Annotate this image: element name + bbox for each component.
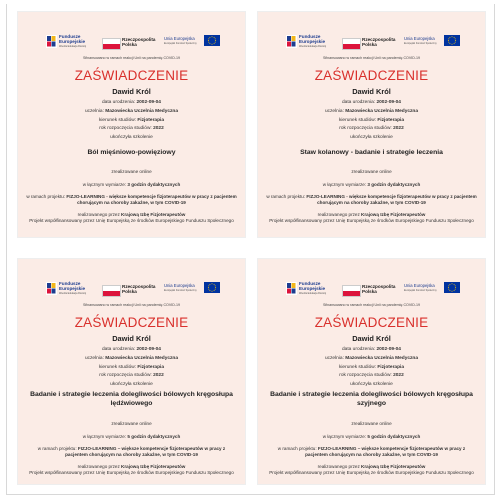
fundusze-europejskie-icon	[286, 35, 297, 48]
ue-line1: Unia Europejska	[164, 283, 195, 288]
course-details	[26, 169, 237, 224]
ue-subtitle: Europejski Fundusz Społeczny	[164, 289, 197, 292]
field-line: kierunek studiów: Fizjoterapia	[338, 117, 405, 123]
cofinancing-line: Projekt współfinansowany przez Unię Europejską ze środków Europejskiego Funduszu Społecznego	[29, 217, 234, 223]
logo-bar	[286, 281, 458, 297]
project-line: w ramach projektu: FIZJO-LEARNING – większe kompetencje fizjoterapeutów w pracy z pacjentem chorującym na choroby zakaźne, w tym COVID-19	[37, 446, 226, 457]
completed-line: ukończyła szkolenie	[350, 382, 393, 388]
polish-flag-icon	[102, 285, 121, 297]
online-line: zrealizowane online	[111, 421, 152, 426]
start-year-line: rok rozpoczęcia studiów: 2022	[99, 126, 164, 132]
certificate-title: ZAŚWIADCZENIE	[74, 315, 189, 330]
realized-line: realizowanego przez Krajową Izbę Fizjoterapeutów	[77, 464, 186, 470]
field-value: Fizjoterapia	[377, 117, 405, 123]
fe-subtitle: Wiedza Edukacja Rozwój	[59, 45, 86, 48]
fe-line1: Fundusze	[59, 34, 81, 39]
certificate-title: ZAŚWIADCZENIE	[314, 68, 429, 83]
fundusze-europejskie-icon	[286, 282, 297, 295]
fundusze-europejskie-logo	[46, 281, 94, 297]
realized-value: Krajową Izbę Fizjoterapeutów	[121, 464, 186, 470]
course-details	[266, 421, 477, 476]
polish-flag-icon	[342, 285, 361, 297]
completed-line: ukończyła szkolenie	[350, 135, 393, 141]
realized-line: realizowanego przez Krajową Izbę Fizjoterapeutów	[317, 464, 426, 470]
covid-funding-note: Sfinansowano w ramach reakcji Unii na pandemię COVID-19	[82, 56, 181, 60]
ue-line1: Unia Europejska	[164, 36, 195, 41]
logo-bar	[46, 34, 218, 50]
dob-line: data urodzenia: 2002-09-04	[102, 347, 161, 352]
fe-line1: Fundusze	[299, 34, 321, 39]
field-line: kierunek studiów: Fizjoterapia	[338, 364, 405, 370]
fe-subtitle: Wiedza Edukacja Rozwój	[59, 292, 86, 295]
project-line: w ramach projektu: FIZJO-LEARNING – większe kompetencje fizjoterapeutów w pracy z pacjentem chorującym na choroby zakaźne, w tym COVID-19	[277, 446, 466, 457]
university-value: Mazowiecka Uczelnia Medyczna	[345, 355, 419, 361]
field-value: Fizjoterapia	[137, 364, 165, 370]
eu-flag-icon	[444, 35, 460, 46]
start-year-value: 2022	[393, 126, 404, 132]
hours-line: w łącznym wymiarze: 5 godzin dydaktycznych	[82, 433, 181, 439]
recipient-name: Dawid Król	[352, 334, 391, 343]
start-year-line: rok rozpoczęcia studiów: 2022	[339, 126, 404, 132]
start-year-line: rok rozpoczęcia studiów: 2022	[339, 373, 404, 379]
hours-value: 5 godzin dydaktycznych	[127, 433, 181, 439]
polish-flag-icon	[342, 38, 361, 50]
cofinancing-line: Projekt współfinansowany przez Unię Europejską ze środków Europejskiego Funduszu Społecznego	[269, 469, 474, 475]
course-title: Badanie i strategie leczenia dolegliwości bólowych kręgosłupa szyjnego	[270, 391, 473, 407]
rp-line1: Rzeczpospolita	[122, 37, 156, 42]
completed-line: ukończyła szkolenie	[110, 135, 153, 141]
rp-line2: Polska	[362, 289, 377, 294]
recipient-details	[18, 346, 245, 390]
rp-line1: Rzeczpospolita	[122, 284, 156, 289]
ue-subtitle: Europejski Fundusz Społeczny	[404, 42, 437, 45]
project-value: FIZJO-LEARNING - większe kompetencje fizjoterapeutów w pracy z pacjentem chorującym na choroby zakaźne, w tym COVID-19	[306, 194, 477, 205]
hours-value: 3 godzin dydaktycznych	[367, 181, 421, 187]
dob-value: 2002-09-04	[136, 347, 161, 352]
certificate-4	[258, 259, 485, 484]
cofinancing-line: Projekt współfinansowany przez Unię Europejską ze środków Europejskiego Funduszu Społecznego	[269, 217, 474, 223]
course-title: Staw kolanowy - badanie i strategie leczenia	[300, 149, 443, 156]
certificate-1	[18, 12, 245, 237]
dob-line: data urodzenia: 2002-09-04	[342, 100, 401, 105]
hours-value: 3 godzin dydaktycznych	[127, 181, 181, 187]
eu-flag-icon	[444, 282, 460, 293]
rzeczpospolita-polska-logo	[102, 35, 162, 49]
fundusze-europejskie-logo	[46, 34, 94, 50]
dob-value: 2002-09-04	[376, 100, 401, 105]
covid-funding-note: Sfinansowano w ramach reakcji Unii na pandemię COVID-19	[322, 56, 421, 60]
rp-line1: Rzeczpospolita	[362, 284, 396, 289]
dob-line: data urodzenia: 2002-09-04	[342, 347, 401, 352]
fe-line2: Europejskie	[59, 39, 86, 44]
fe-line2: Europejskie	[299, 39, 326, 44]
recipient-name: Dawid Król	[112, 334, 151, 343]
field-value: Fizjoterapia	[137, 117, 165, 123]
logo-bar	[286, 34, 458, 50]
realized-value: Krajową Izbę Fizjoterapeutów	[361, 464, 426, 470]
recipient-name: Dawid Król	[112, 87, 151, 96]
hours-line: w łącznym wymiarze: 3 godzin dydaktycznych	[322, 181, 421, 187]
start-year-value: 2022	[393, 373, 404, 379]
certificate-title: ZAŚWIADCZENIE	[314, 315, 429, 330]
hours-line: w łącznym wymiarze: 3 godzin dydaktycznych	[82, 181, 181, 187]
university-value: Mazowiecka Uczelnia Medyczna	[105, 355, 179, 361]
dob-value: 2002-09-04	[136, 100, 161, 105]
course-title: Badanie i strategie leczenia dolegliwości bólowych kręgosłupa lędźwiowego	[30, 391, 233, 407]
university-line: uczelnia: Mazowiecka Uczelnia Medyczna	[324, 355, 419, 361]
fundusze-europejskie-icon	[46, 35, 57, 48]
dob-line: data urodzenia: 2002-09-04	[102, 100, 161, 105]
certificate-2	[258, 12, 485, 237]
project-value: FIZJO-LEARNING – większe kompetencje fizjoterapeutów w pracy z pacjentem chorującym na choroby zakaźne, w tym COVID-19	[65, 446, 226, 457]
recipient-details	[258, 346, 485, 390]
realized-value: Krajową Izbę Fizjoterapeutów	[361, 212, 426, 218]
covid-funding-note: Sfinansowano w ramach reakcji Unii na pandemię COVID-19	[322, 303, 421, 307]
fe-line1: Fundusze	[59, 281, 81, 286]
fe-line1: Fundusze	[299, 281, 321, 286]
unia-europejska-logo	[164, 34, 220, 50]
eu-flag-icon	[204, 35, 220, 46]
ue-subtitle: Europejski Fundusz Społeczny	[164, 42, 197, 45]
realized-line: realizowanego przez Krajową Izbę Fizjoterapeutów	[317, 212, 426, 218]
unia-europejska-logo	[404, 34, 460, 50]
fe-line2: Europejskie	[299, 286, 326, 291]
logo-bar	[46, 281, 218, 297]
fe-subtitle: Wiedza Edukacja Rozwój	[299, 292, 326, 295]
online-line: zrealizowane online	[351, 421, 392, 426]
recipient-details	[258, 99, 485, 143]
online-line: zrealizowane online	[111, 169, 152, 174]
fundusze-europejskie-logo	[286, 281, 334, 297]
rzeczpospolita-polska-logo	[342, 35, 402, 49]
project-line: w ramach projektu: FIZJO-LEARNING - większe kompetencje fizjoterapeutów w pracy z pacjentem chorującym na choroby zakaźne, w tym COVID-19	[266, 194, 477, 205]
rp-line2: Polska	[122, 42, 137, 47]
dob-value: 2002-09-04	[376, 347, 401, 352]
course-title: Ból mięśniowo-powięziowy	[87, 149, 176, 156]
university-value: Mazowiecka Uczelnia Medyczna	[345, 108, 419, 114]
ue-subtitle: Europejski Fundusz Społeczny	[404, 289, 437, 292]
realized-line: realizowanego przez Krajową Izbę Fizjoterapeutów	[77, 212, 186, 218]
field-line: kierunek studiów: Fizjoterapia	[98, 364, 165, 370]
fe-subtitle: Wiedza Edukacja Rozwój	[299, 45, 326, 48]
online-line: zrealizowane online	[351, 169, 392, 174]
rp-line1: Rzeczpospolita	[362, 37, 396, 42]
recipient-name: Dawid Król	[352, 87, 391, 96]
realized-value: Krajową Izbę Fizjoterapeutów	[121, 212, 186, 218]
university-line: uczelnia: Mazowiecka Uczelnia Medyczna	[84, 355, 179, 361]
certificate-3	[18, 259, 245, 484]
cofinancing-line: Projekt współfinansowany przez Unię Europejską ze środków Europejskiego Funduszu Społecznego	[29, 469, 234, 475]
university-value: Mazowiecka Uczelnia Medyczna	[105, 108, 179, 114]
project-value: FIZJO-LEARNING – większe kompetencje fizjoterapeutów w pracy z pacjentem chorującym na choroby zakaźne, w tym COVID-19	[305, 446, 466, 457]
unia-europejska-logo	[164, 281, 220, 297]
rp-line2: Polska	[122, 289, 137, 294]
course-details	[26, 421, 237, 476]
fundusze-europejskie-icon	[46, 282, 57, 295]
course-details	[266, 169, 477, 224]
certificate-title: ZAŚWIADCZENIE	[74, 68, 189, 83]
covid-funding-note: Sfinansowano w ramach reakcji Unii na pandemię COVID-19	[82, 303, 181, 307]
university-line: uczelnia: Mazowiecka Uczelnia Medyczna	[324, 108, 419, 114]
start-year-value: 2022	[153, 373, 164, 379]
recipient-details	[18, 99, 245, 143]
eu-flag-icon	[204, 282, 220, 293]
project-value: FIZJO-LEARNING - większe kompetencje fizjoterapeutów w pracy z pacjentem chorującym na choroby zakaźne, w tym COVID-19	[66, 194, 237, 205]
ue-line1: Unia Europejska	[404, 283, 435, 288]
unia-europejska-logo	[404, 281, 460, 297]
hours-value: 5 godzin dydaktycznych	[367, 433, 421, 439]
completed-line: ukończyła szkolenie	[110, 382, 153, 388]
field-value: Fizjoterapia	[377, 364, 405, 370]
polish-flag-icon	[102, 38, 121, 50]
start-year-line: rok rozpoczęcia studiów: 2022	[99, 373, 164, 379]
university-line: uczelnia: Mazowiecka Uczelnia Medyczna	[84, 108, 179, 114]
rp-line2: Polska	[362, 42, 377, 47]
project-line: w ramach projektu: FIZJO-LEARNING - większe kompetencje fizjoterapeutów w pracy z pacjentem chorującym na choroby zakaźne, w tym COVID-19	[26, 194, 237, 205]
rzeczpospolita-polska-logo	[102, 282, 162, 296]
ue-line1: Unia Europejska	[404, 36, 435, 41]
fundusze-europejskie-logo	[286, 34, 334, 50]
rzeczpospolita-polska-logo	[342, 282, 402, 296]
start-year-value: 2022	[153, 126, 164, 132]
fe-line2: Europejskie	[59, 286, 86, 291]
hours-line: w łącznym wymiarze: 5 godzin dydaktycznych	[322, 433, 421, 439]
field-line: kierunek studiów: Fizjoterapia	[98, 117, 165, 123]
